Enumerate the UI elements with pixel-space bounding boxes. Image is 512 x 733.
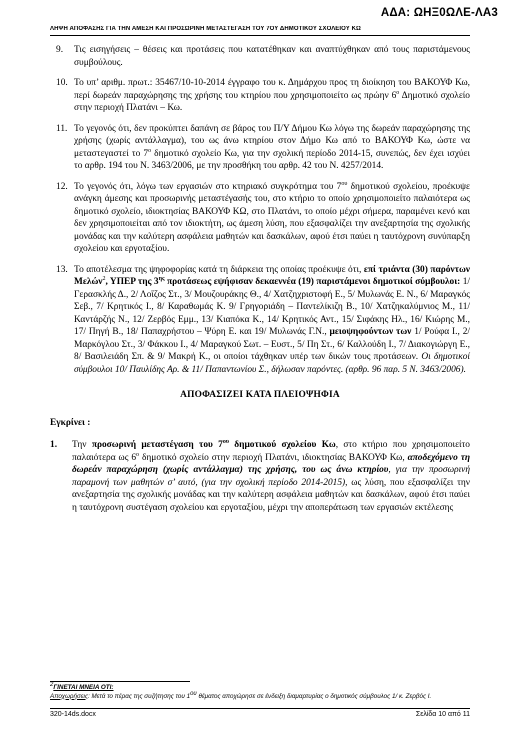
item-number: 11. [56,123,68,134]
footer-filename: 320-14ds.docx [50,711,96,718]
item-number: 9. [56,45,64,55]
document-header: ΛΗΨΗ ΑΠΟΦΑΣΗΣ ΓΙΑ ΤΗΝ ΑΜΕΣΗ ΚΑΙ ΠΡΟΣΩΡΙΝΗ ΜΕΤΑΣΤΕΓΑΣΗ ΤΟΥ 7ΟΥ ΔΗΜΟΤΙΚΟΥ ΣΧΟΛΕΙΟΥ ΚΩ [50,26,361,32]
list-item [50,264,470,377]
list-item [50,181,470,256]
item-text: Τις εισηγήσεις – θέσεις και προτάσεις που κατατέθηκαν και αναπτύχθηκαν από τους παριστάμενους συμβούλους. [74,45,470,68]
item-text: Το αποτέλεσμα της ψηφοφορίας κατά τη διάρκεια της οποίας προέκυψε ότι, επί τριάντα (30) παρόντων Μελών$^2$, ΥΠΕΡ της $3^{\eta\varsigma}$ προτάσεως εψήφισαν δεκαεννέα (19) παριστάμενοι δημοτικοί σύμβουλοι: 1/ Γερασκλής Δ., 2/ Λοΐζος Στ., 3/ Μουζουράκης Θ., 4/ Χατζηχριστοφή Ε., 5/ Μυλωνάς Ε. Ν., 6/ Μαραγκός Σεβ., 7/ Κρητικός Ι., 8/ Καραθωμάς Κ. 9/ Γρηγοριάδη – Παντελίκιζη Β., 10/ Χατζηκαλύμνιος Μ., 11/ Καντάρζής Ν., 12/ Ζερβός Εμμ., 13/ Κιαπόκα Κ., 14/ Κρητικός Αντ., 15/ Σιφάκης Ηλ., 16/ Κιώρης Μ., 17/ Πηγή Β., 18/ Παπαχρήστου – Ψύρη Ε. και 19/ Μυλωνάς Γ.Ν., μειοψηφούντων των 1/ Ρούφα Ι., 2/ Μαρκόγλου Στ., 3/ Φάκκου Ι., 4/ Μαραγκού Σωτ. – Ευστ., 5/ Πη Στ., 6/ Καλλούδη Ι., 7/ Διακογιώργη Ε., 8/ Βασιλειάδη Σπ. & 9/ Μακρή Κ., οι οποίοι τάχθηκαν υπέρ των δικών τους προτάσεων. Οι δημοτικοί σύμβουλοι 10/ Παυλίδης Αρ. & 11/ Παπαντωνίου Σ., δήλωσαν παρόντες. (αρθρ. 96 παρ. 5 Ν. 3463/2006). [74,264,470,375]
decision-item [50,439,470,514]
decision-title: ΑΠΟΦΑΣΙΖΕΙ ΚΑΤΑ ΠΛΕΙΟΨΗΦΙΑ [180,390,340,400]
list-item [50,123,470,173]
footer-divider [50,708,470,709]
item-text: Την προσωρινή μεταστέγαση του $7^{o\upsilon}$ δημοτικού σχολείου Κω, στο κτήριο που χρησιμοποιείτο παλαιότερα ως $6^o$ δημοτικό σχολείο στην περιοχή Πλατάνι, ιδιοκτησίας ΒΑΚΟΥΦ Κω, αποδεχόμενο τη δωρεάν παραχώρηση (χωρίς αντάλλαγμα) της χρήσης, του ως άνω κτηρίου, για την προσωρινή παραμονή των μαθητών σ’ αυτό, (για την σχολική περίοδο 2014-2015), ως λύση, που εξασφαλίζει την ανεξαρτησία της σχολικής μονάδας και την καλύτερη ασφάλεια μαθητών και δασκάλων, αφού έτσι παύει η ταυτόχρονη συστέγαση σχολείου και εργοταξίου, μέχρι την αποπεράτωση των εργασιών εκτέλεσης [72,438,471,513]
list-item [50,77,470,115]
document-body [50,44,470,522]
approves-label: Εγκρίνει : [50,417,91,428]
item-number: 13. [56,264,68,275]
item-number: 12. [56,181,68,192]
item-text: Το γεγονός ότι, λόγω των εργασιών στο κτηριακό συγκρότημα του $7^{o\upsilon}$ δημοτικού σχολείου, προέκυψε ανάγκη άμεσης και προσωρινής μεταστέγασής του, στο κτήριο το οποίο χρησιμοποιείτο παλαιότερα ως δημοτικό σχολείο, ιδιοκτησίας ΒΑΚΟΥΦ ΚΩ, στο Πλατάνι, το οποίο μέχρι σήμερα, παραμένει κενό και δεν χρησιμοποιείται από τον ιδιοκτήτη, ως άμεση λύση, που εξασφαλίζει την ανεξαρτησία της σχολικής μονάδας και την καλύτερη ασφάλεια μαθητών και δασκάλων, αφού έτσι παύει η ταυτόχρονη συνύπαρξη σχολείου και εργοταξίου. [74,180,470,254]
list-item [50,44,470,69]
ada-code: ΑΔΑ: ΩΗΞ0ΩΛΕ-ΛΑ3 [380,7,498,19]
footer-page-number: Σελίδα 10 από 11 [415,711,470,718]
item-number: 1. [50,440,58,450]
item-text: Το υπ’ αριθμ. πρωτ.: 35467/10-10-2014 έγγραφο του κ. Δημάρχου προς τη διοίκηση του ΒΑΚΟΥΦ Κω, περί δωρεάν παραχώρησης της χρήσης του κτηρίου που χρησιμοποιείτο ως πρώην $6^o$ Δημοτικό σχολείο στην περιοχή Πλατάνι – Κω. [74,78,470,113]
footnote: $^2$ΓΙΝΕΤΑΙ ΜΝΕΙΑ ΟΤΙ: Αποχωρήσεις: Μετά το πέρας της συζήτησης του $1^{o\upsilon}$ θέματος αποχώρησε σε ένδειξη διαμαρτυρίας ο δημοτικός σύμβουλος 1/ κ. Ζερβός Ι. [50,681,432,700]
item-number: 10. [56,78,68,88]
item-text: Το γεγονός ότι, δεν προκύπτει δαπάνη σε βάρος του Π/Υ Δήμου Κω λόγω της δωρεάν παραχώρησης της χρήσης (χωρίς αντάλλαγμα), του ως άνω κτηρίου στον Δήμο Κω από το ΒΑΚΟΥΦ Κω, ώστε να μεταστεγαστεί το $7^o$ δημοτικό σχολείο Κω, για την σχολική περίοδο 2014-15, συνεπώς, δεν έχει ισχύει το αρθρ. 194 του Ν. 3463/2006, με την προσθήκη του αρθρ. 42 του Ν. 4257/2014. [74,123,470,171]
footnote-divider [50,681,190,682]
header-divider [50,35,470,36]
